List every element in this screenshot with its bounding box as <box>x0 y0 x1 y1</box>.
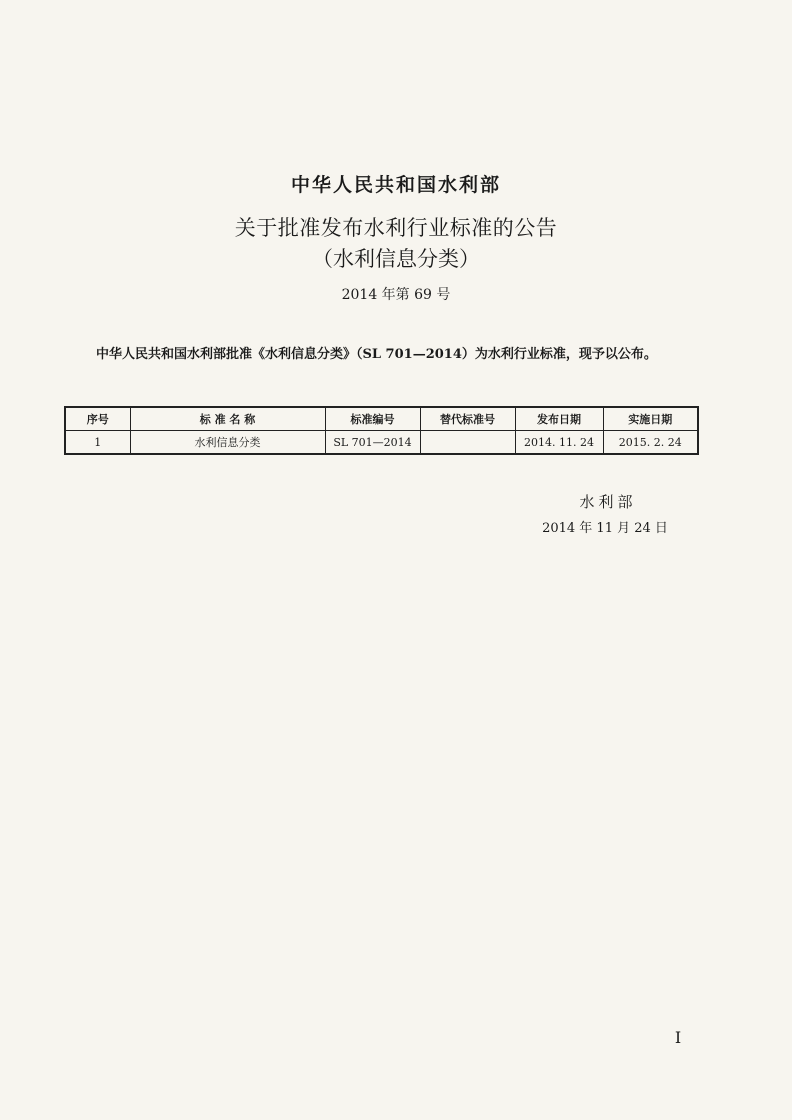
col-header-name: 标 准 名 称 <box>130 407 325 431</box>
table-row <box>65 431 698 455</box>
cell-replaced <box>420 431 515 455</box>
col-header-replaced: 替代标准号 <box>420 407 515 431</box>
col-header-code: 标准编号 <box>325 407 420 431</box>
col-header-issue-date: 发布日期 <box>515 407 603 431</box>
announcement-title: 关于批准发布水利行业标准的公告 <box>234 216 558 240</box>
issuing-ministry: 中华人民共和国水利部 <box>290 174 501 196</box>
col-header-effective-date: 实施日期 <box>603 407 698 431</box>
signer: 水利部 <box>579 493 637 511</box>
announcement-body: 中华人民共和国水利部批准《水利信息分类》（SL 701—2014）为水利行业标准，现予以公布。 <box>96 347 657 362</box>
col-header-index: 序号 <box>65 407 130 431</box>
page-number: I <box>674 1028 682 1047</box>
sign-date: 2014 年 11 月 24 日 <box>542 521 668 536</box>
standards-table <box>64 406 699 455</box>
cell-issue-date: 2014. 11. 24 <box>515 431 603 455</box>
document-number: 2014 年第 69 号 <box>341 287 451 303</box>
cell-index: 1 <box>65 431 130 455</box>
cell-code: SL 701—2014 <box>325 431 420 455</box>
table-header-row <box>65 407 698 431</box>
cell-effective-date: 2015. 2. 24 <box>603 431 698 455</box>
cell-name: 水利信息分类 <box>130 431 325 455</box>
announcement-subtitle: （水利信息分类） <box>312 247 480 271</box>
